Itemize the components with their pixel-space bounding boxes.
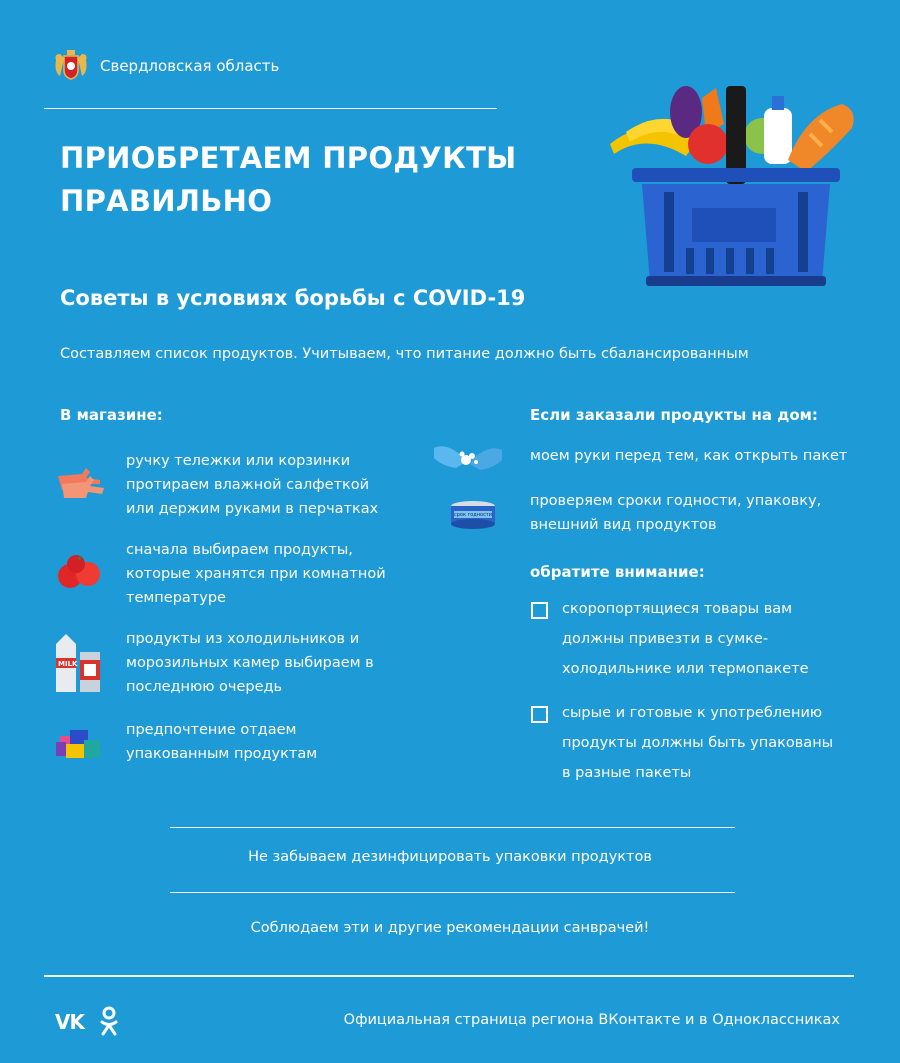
grocery-basket-icon bbox=[606, 84, 861, 296]
list-item bbox=[126, 718, 317, 766]
odnoklassniki-icon[interactable] bbox=[98, 1006, 120, 1036]
footer-text[interactable]: Официальная страница региона ВКонтакте и в Одноклассниках bbox=[343, 1012, 840, 1028]
item-line: ручку тележки или корзинки bbox=[126, 453, 351, 469]
coat-of-arms-icon bbox=[52, 50, 90, 80]
tomatoes-icon bbox=[56, 554, 102, 590]
item-line: проверяем сроки годности, упаковку, bbox=[530, 493, 822, 509]
item-line: внешний вид продуктов bbox=[530, 517, 717, 533]
region-name: Свердловская область bbox=[100, 57, 280, 75]
item-line: продукты должны быть упакованы bbox=[562, 735, 834, 751]
title-line-2: ПРАВИЛЬНО bbox=[60, 184, 273, 218]
gloves-icon bbox=[56, 466, 106, 500]
intro-text: Составляем список продуктов. Учитываем, что питание должно быть сбалансированным bbox=[60, 346, 749, 362]
item-line: морозильных камер выбираем в bbox=[126, 655, 374, 671]
follow-note: Соблюдаем эти и другие рекомендации санврачей! bbox=[250, 920, 650, 936]
list-item bbox=[126, 449, 378, 521]
vk-icon[interactable] bbox=[55, 1010, 84, 1034]
checkbox bbox=[531, 602, 548, 619]
subtitle: Советы в условиях борьбы с COVID-19 bbox=[60, 286, 526, 310]
list-item bbox=[126, 627, 374, 699]
item-line: моем руки перед тем, как открыть пакет bbox=[530, 448, 848, 464]
divider-bottom bbox=[44, 975, 854, 977]
page-title bbox=[60, 137, 517, 223]
list-item bbox=[530, 444, 847, 468]
milk-cans-icon bbox=[54, 632, 104, 694]
checklist-item bbox=[562, 698, 833, 788]
hand-washing-icon bbox=[432, 440, 504, 474]
item-line: которые хранятся при комнатной bbox=[126, 566, 386, 582]
item-line: предпочтение отдаем bbox=[126, 722, 297, 738]
disinfect-note: Не забываем дезинфицировать упаковки продуктов bbox=[248, 849, 652, 865]
list-item bbox=[126, 538, 386, 610]
item-line: или держим руками в перчатках bbox=[126, 501, 379, 517]
item-line: протираем влажной салфеткой bbox=[126, 477, 370, 493]
checkbox bbox=[531, 706, 548, 723]
title-line-1: ПРИОБРЕТАЕМ ПРОДУКТЫ bbox=[60, 141, 517, 175]
checklist-item bbox=[562, 594, 809, 684]
item-line: должны привезти в сумке- bbox=[562, 631, 769, 647]
item-line: температуре bbox=[126, 590, 226, 606]
item-line: сначала выбираем продукты, bbox=[126, 542, 353, 558]
divider-top bbox=[44, 108, 497, 109]
item-line: скоропортящиеся товары вам bbox=[562, 601, 793, 617]
attention-heading: обратите внимание: bbox=[530, 563, 705, 581]
item-line: холодильнике или термопакете bbox=[562, 661, 809, 677]
delivery-heading: Если заказали продукты на дом: bbox=[530, 406, 818, 424]
store-heading: В магазине: bbox=[60, 406, 163, 424]
item-line: продукты из холодильников и bbox=[126, 631, 360, 647]
item-line: последнюю очередь bbox=[126, 679, 283, 695]
list-item bbox=[530, 489, 821, 537]
packages-icon bbox=[56, 726, 102, 758]
item-line: сырые и готовые к употреблению bbox=[562, 705, 823, 721]
divider bbox=[170, 827, 735, 828]
divider bbox=[170, 892, 735, 893]
can-label: срок годности bbox=[454, 512, 492, 518]
vk-label: VK bbox=[55, 1010, 84, 1034]
svg-text:MILK: MILK bbox=[58, 660, 78, 668]
item-line: упакованным продуктам bbox=[126, 746, 318, 762]
item-line: в разные пакеты bbox=[562, 765, 692, 781]
